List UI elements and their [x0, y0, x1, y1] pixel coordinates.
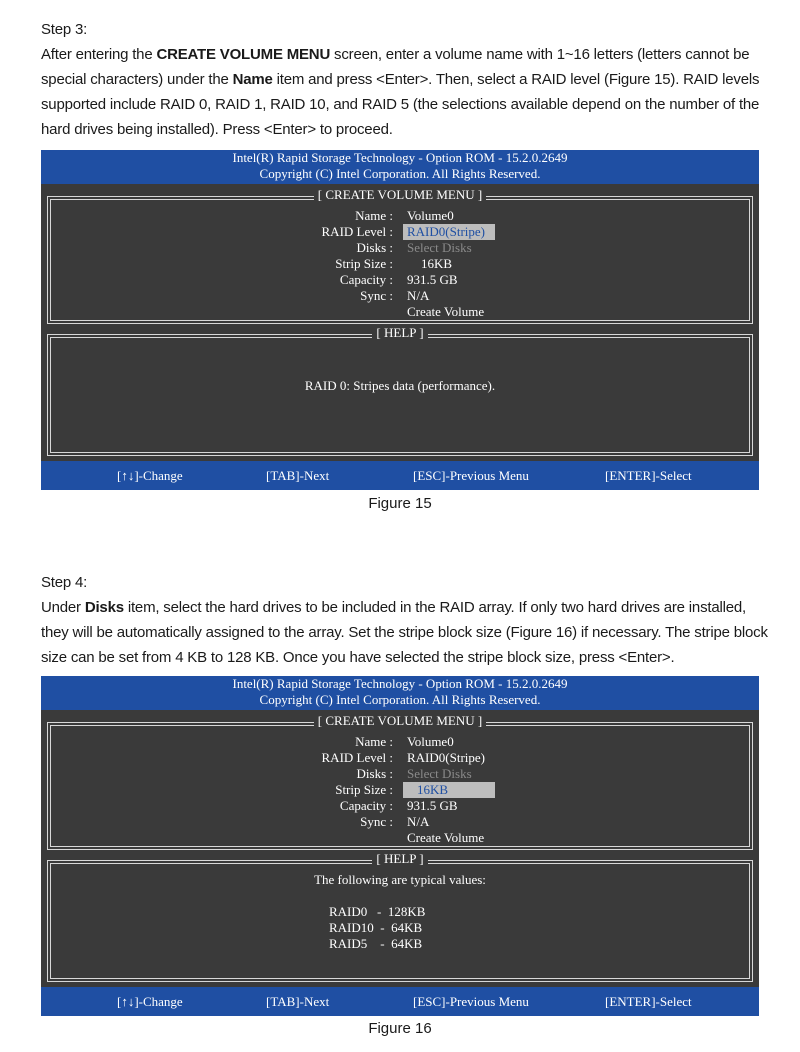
menu-name-emphasis: CREATE VOLUME MENU: [156, 46, 331, 63]
sync-value[interactable]: N/A: [407, 814, 430, 829]
strip-size-value[interactable]: 16KB: [421, 256, 453, 271]
text-run: item and press <Enter>. Then, select a RAID level (Figure 15). RAID levels: [272, 71, 760, 88]
capacity-label: Capacity :: [339, 272, 393, 287]
field-capacity[interactable]: [41, 272, 759, 288]
field-strip-size[interactable]: [41, 256, 759, 272]
disks-value[interactable]: Select Disks: [407, 766, 472, 781]
bios-screen-figure15: [41, 150, 759, 490]
raid-level-value[interactable]: RAID0(Stripe): [403, 224, 495, 240]
step3-line-2: [41, 67, 761, 92]
capacity-label: Capacity :: [339, 798, 393, 813]
field-strip-size[interactable]: [41, 782, 759, 798]
help-value-raid0: RAID0 - 128KB: [329, 904, 426, 919]
help-intro: The following are typical values:: [314, 872, 486, 887]
help-text: RAID 0: Stripes data (performance).: [304, 378, 496, 393]
raid-level-value[interactable]: RAID0(Stripe): [407, 750, 485, 765]
step4-line-2: they will be automatically assigned to the array. Set the stripe block size (Figure 16) if necessary. The stripe block: [41, 624, 768, 641]
help-value-raid10: RAID10 - 64KB: [329, 920, 423, 935]
help-title: [ HELP ]: [372, 325, 427, 341]
raid-level-label: RAID Level :: [321, 750, 393, 765]
disks-label: Disks :: [356, 766, 393, 781]
bios-screen-figure16: [41, 676, 759, 1016]
sync-label: Sync :: [360, 814, 393, 829]
text-run: Under: [41, 599, 85, 616]
footer-select-hint: [ENTER]-Select: [605, 468, 692, 483]
create-volume-button[interactable]: Create Volume: [407, 830, 485, 845]
text-run: screen, enter a volume name with 1~16 letters (letters cannot be: [330, 46, 750, 63]
disks-item-emphasis: Disks: [84, 599, 124, 616]
bios-header: [41, 150, 759, 184]
bios-title: Intel(R) Rapid Storage Technology - Option ROM - 15.2.0.2649: [232, 150, 568, 165]
figure16-caption: Figure 16: [368, 1020, 432, 1037]
footer-previous-menu-hint: [ESC]-Previous Menu: [413, 994, 529, 1009]
bios-copyright: Copyright (C) Intel Corporation. All Rights Reserved.: [259, 166, 541, 181]
name-item-emphasis: Name: [232, 71, 273, 88]
bios-header: [41, 676, 759, 710]
step4-heading: Step 4:: [41, 574, 88, 591]
step4-line-1: [41, 595, 761, 620]
field-sync[interactable]: [41, 288, 759, 304]
name-label: Name :: [355, 208, 393, 223]
create-volume-button[interactable]: Create Volume: [407, 304, 485, 319]
field-disks[interactable]: [41, 240, 759, 256]
step4-line-3: size can be set from 4 KB to 128 KB. Once you have selected the stripe block size, press <Enter>.: [41, 649, 675, 666]
bios-footer: [41, 461, 759, 490]
bios-copyright: Copyright (C) Intel Corporation. All Rights Reserved.: [259, 692, 541, 707]
strip-size-label: Strip Size :: [335, 256, 393, 271]
create-volume-item[interactable]: [41, 304, 759, 320]
text-run: item, select the hard drives to be included in the RAID array. If only two hard drives are installed,: [123, 599, 746, 616]
footer-next-hint: [TAB]-Next: [266, 468, 330, 483]
footer-previous-menu-hint: [ESC]-Previous Menu: [413, 468, 529, 483]
field-capacity[interactable]: [41, 798, 759, 814]
strip-size-value[interactable]: 16KB: [403, 782, 495, 798]
footer-change-hint: [↑↓]-Change: [117, 468, 183, 483]
help-title: [ HELP ]: [372, 851, 427, 867]
figure15-caption: Figure 15: [368, 495, 432, 512]
name-value[interactable]: Volume0: [407, 734, 454, 749]
step3-heading: Step 3:: [41, 21, 88, 38]
step4-instructions: [41, 570, 768, 670]
footer-next-hint: [TAB]-Next: [266, 994, 330, 1009]
sync-value[interactable]: N/A: [407, 288, 430, 303]
footer-select-hint: [ENTER]-Select: [605, 994, 692, 1009]
text-run: special characters) under the: [41, 71, 233, 88]
field-sync[interactable]: [41, 814, 759, 830]
text-run: After entering the: [41, 46, 157, 63]
field-disks[interactable]: [41, 766, 759, 782]
field-name[interactable]: [41, 208, 759, 224]
capacity-value[interactable]: 931.5 GB: [407, 272, 458, 287]
field-raid-level[interactable]: [41, 224, 759, 240]
strip-size-label: Strip Size :: [335, 782, 393, 797]
step3-instructions: [41, 17, 761, 142]
help-frame: [47, 325, 753, 456]
bios-footer: [41, 987, 759, 1016]
field-name[interactable]: [41, 734, 759, 750]
disks-label: Disks :: [356, 240, 393, 255]
create-volume-menu-title: [ CREATE VOLUME MENU ]: [314, 713, 486, 729]
capacity-value[interactable]: 931.5 GB: [407, 798, 458, 813]
raid-level-label: RAID Level :: [321, 224, 393, 239]
sync-label: Sync :: [360, 288, 393, 303]
help-value-raid5: RAID5 - 64KB: [329, 936, 423, 951]
name-label: Name :: [355, 734, 393, 749]
footer-change-hint: [↑↓]-Change: [117, 994, 183, 1009]
step3-line-3: supported include RAID 0, RAID 1, RAID 10, and RAID 5 (the selections available depend on the number of the: [41, 96, 760, 113]
bios-title: Intel(R) Rapid Storage Technology - Option ROM - 15.2.0.2649: [232, 676, 568, 691]
create-volume-menu-title: [ CREATE VOLUME MENU ]: [314, 187, 486, 203]
disks-value[interactable]: Select Disks: [407, 240, 472, 255]
field-raid-level[interactable]: [41, 750, 759, 766]
name-value[interactable]: Volume0: [407, 208, 454, 223]
step3-line-4: hard drives being installed). Press <Enter> to proceed.: [41, 121, 393, 138]
create-volume-item[interactable]: [41, 830, 759, 846]
step3-line-1: [41, 42, 761, 67]
